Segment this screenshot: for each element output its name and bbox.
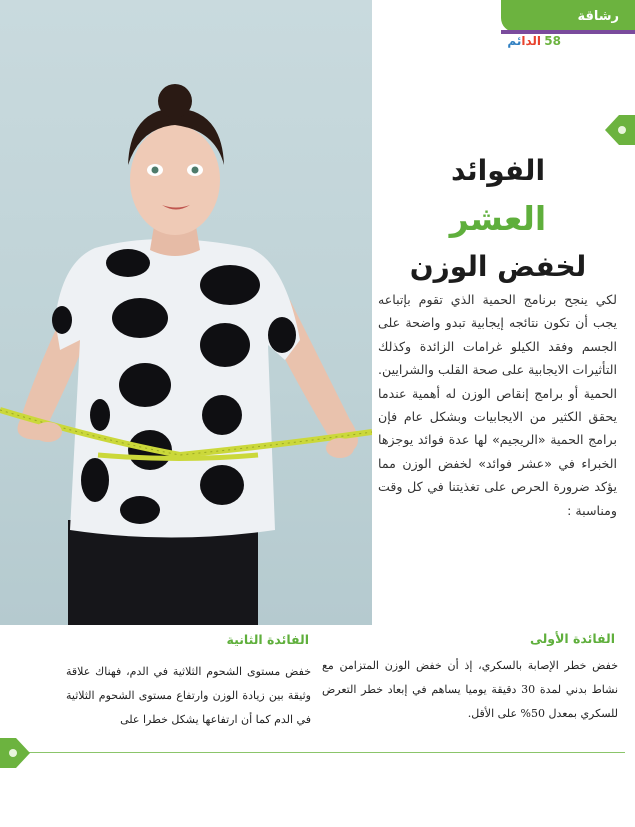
page-number: 58	[544, 34, 561, 48]
intro-paragraph: لكي ينجح برنامج الحمية الذي تقوم بإتباعه يجب أن تكون نتائجه إيجابية تبدو واضحة على الجسم وفقد الكيلو غرامات الزائدة وكذلك التأثيرات الايجابية على صحة القلب والشرايين. الحمية أو برامج إنقاص الوزن له أهمية عندما يحقق الكثير من الايجابيات وبشكل عام فإن برامج الحمية «الريجيم» لها عدة فوائد يوجزها الخبراء في «عشر فوائد» لخفض الوزن مما يؤكد ضرورة الحرص على تغذيتنا في كل وقت ومناسبة :	[378, 292, 617, 518]
green-arrow-marker-icon	[605, 115, 635, 145]
section-label: رشاقة	[577, 8, 619, 24]
green-arrow-marker-icon	[0, 738, 30, 768]
section-tab	[501, 0, 635, 32]
page-header-tab	[501, 0, 635, 56]
title-line1: الفوائد	[450, 154, 546, 187]
benefit2-heading: الفائدة الثانية	[226, 632, 309, 647]
benefit1-heading: الفائدة الأولى	[529, 631, 615, 646]
bottom-divider	[15, 752, 625, 753]
benefit2-text: خفض مستوى الشحوم الثلاثية في الدم، فهناك علاقة وثيقة بين زيادة الوزن وارتفاع مستوى الشحوم الثلاثية في الدم كما أن ارتفاعها يشكل خطرا على	[66, 665, 311, 727]
magazine-name-part1: الدا	[521, 34, 541, 48]
magazine-name-part2: ئم	[507, 34, 522, 48]
title-line2: العشر	[449, 199, 547, 238]
woman-measuring-waist-photo	[0, 0, 372, 625]
article-title	[380, 148, 616, 290]
magazine-logo	[507, 34, 541, 48]
benefit1-text: خفض خطر الإصابة بالسكري، إذ أن خفض الوزن المتزامن مع نشاط بدني لمدة 30 دقيقة يوميا يساهم في إبعاد خطر التعرض للسكري بمعدل 50% على الأقل.	[322, 659, 619, 721]
title-line3: لخفض الوزن	[409, 250, 587, 283]
